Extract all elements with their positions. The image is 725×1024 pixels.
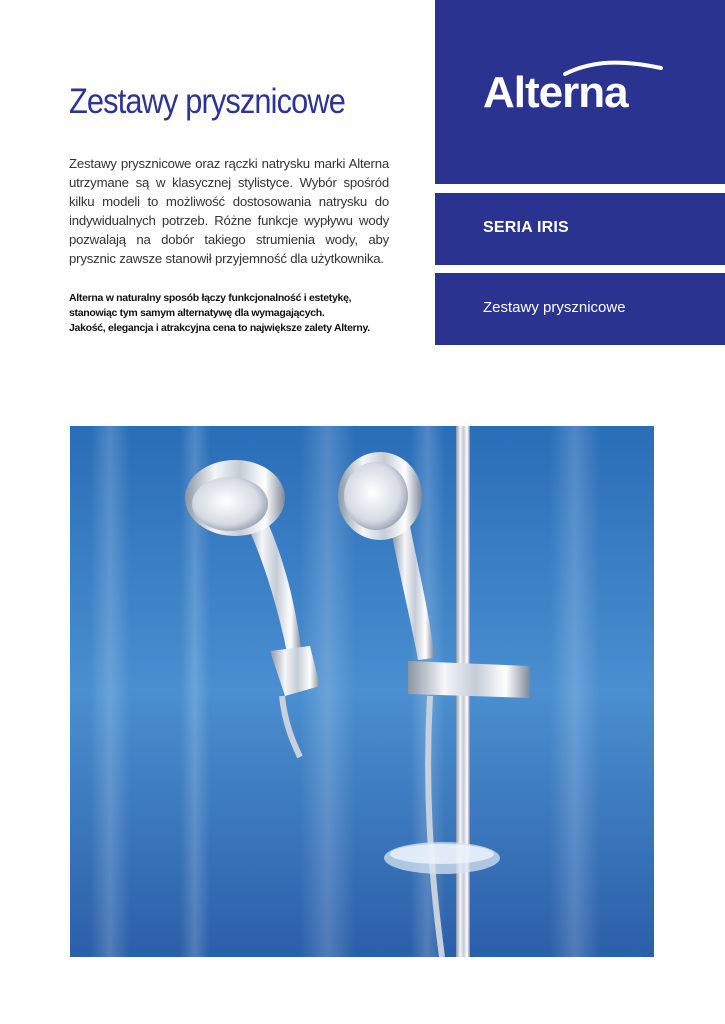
category-label: Zestawy prysznicowe xyxy=(483,299,626,316)
page-title: Zestawy prysznicowe xyxy=(69,82,345,121)
intro-paragraph: Zestawy prysznicowe oraz rączki natrysku marki Alterna utrzymane są w klasycznej stylistyce. Wybór spośród kilku modeli to możliwość dostosowania natrysku do indywidualnych potrzeb. Różne funkcje wypływu wody pozwalają na dobór takiego strumienia wody, aby prysznic zawsze stanowił przyjemność dla użytkownika. xyxy=(69,156,389,266)
brand-logo: Alterna xyxy=(483,68,628,117)
series-label: SERIA IRIS xyxy=(483,219,569,236)
highlight-line-2: Jakość, elegancja i atrakcyjna cena to największe zalety Alterny. xyxy=(69,322,370,334)
shower-set-illustration xyxy=(70,426,654,957)
category-panel xyxy=(435,273,725,345)
product-photo xyxy=(70,426,654,957)
logo-swoosh-icon xyxy=(563,58,663,78)
logo-panel xyxy=(435,0,725,184)
series-panel xyxy=(435,193,725,265)
highlights xyxy=(69,291,399,336)
highlight-line-1: Alterna w naturalny sposób łączy funkcjonalność i estetykę, stanowiąc tym samym alternatywę dla wymagających. xyxy=(69,292,352,319)
